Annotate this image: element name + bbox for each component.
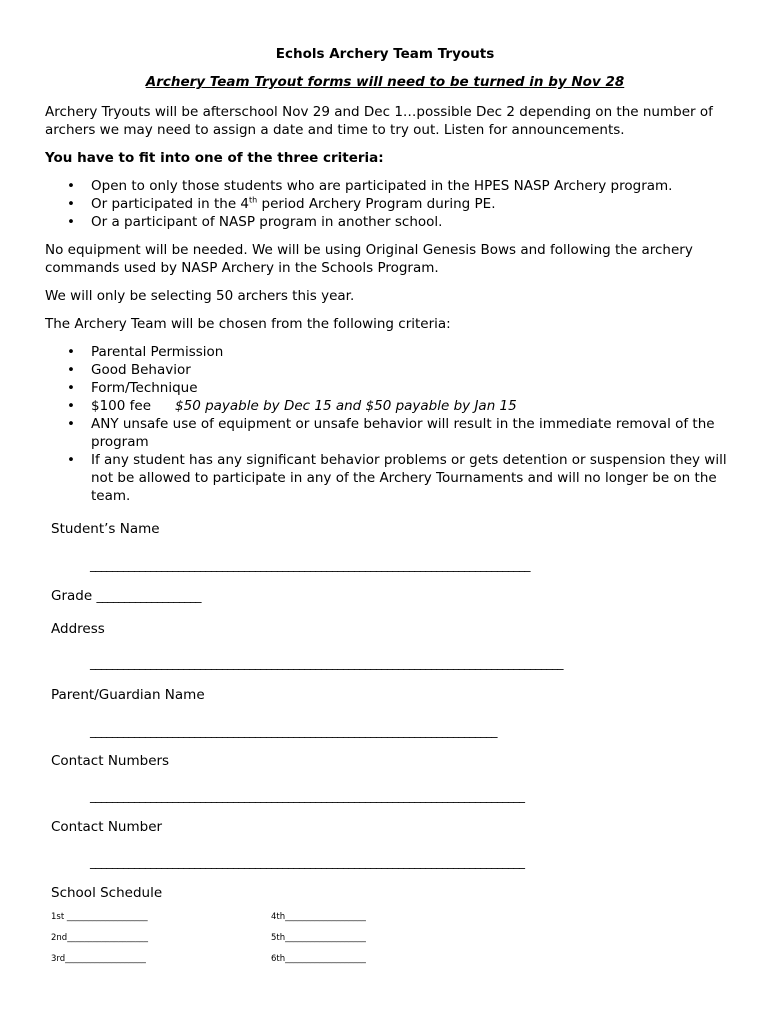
criteria-heading: You have to fit into one of the three criteria: xyxy=(45,150,384,166)
list-item: • Parental Permission xyxy=(45,343,735,361)
fee-note: $50 payable by Dec 15 and $50 payable by Jan 15 xyxy=(175,398,517,414)
list-item: • Good Behavior xyxy=(45,361,735,379)
schedule-period-3[interactable]: 3rd___________________ xyxy=(51,954,146,964)
schedule-period-1[interactable]: 1st ___________________ xyxy=(51,912,148,922)
list-item: • Or a participant of NASP program in another school. xyxy=(45,213,735,231)
grade-field-row xyxy=(51,588,201,604)
list-item: • Form/Technique xyxy=(45,379,735,397)
address-field[interactable]: ______________________________________________________________________________________ xyxy=(90,656,563,670)
team-criteria-heading: The Archery Team will be chosen from the following criteria: xyxy=(45,316,451,332)
grade-label: Grade xyxy=(51,588,93,604)
selecting-paragraph: We will only be selecting 50 archers this year. xyxy=(45,288,355,304)
parent-name-label: Parent/Guardian Name xyxy=(51,687,205,703)
address-label: Address xyxy=(51,621,105,637)
list-item: • If any student has any significant behavior problems or gets detention or suspension they will not be allowed to participate in any of the Archery Tournaments and will no longer be on the team. xyxy=(45,451,735,505)
list-item: • ANY unsafe use of equipment or unsafe behavior will result in the immediate removal of the program xyxy=(45,415,735,451)
schedule-period-6[interactable]: 6th___________________ xyxy=(271,954,366,964)
student-name-label: Student’s Name xyxy=(51,521,160,537)
schedule-period-5[interactable]: 5th___________________ xyxy=(271,933,366,943)
contact-numbers-label: Contact Numbers xyxy=(51,753,170,769)
team-criteria-list xyxy=(45,343,735,505)
intro-paragraph: Archery Tryouts will be afterschool Nov 29 and Dec 1…possible Dec 2 depending on the number of archers we may need to assign a date and time to try out. Listen for announcements. xyxy=(45,104,713,138)
list-item: • $100 fee $50 payable by Dec 15 and $50 payable by Jan 15 xyxy=(45,397,735,415)
page-title: Echols Archery Team Tryouts xyxy=(275,46,495,62)
list-item: • Or participated in the 4th period Archery Program during PE. xyxy=(45,195,735,213)
schedule-period-4[interactable]: 4th___________________ xyxy=(271,912,366,922)
contact-number-label: Contact Number xyxy=(51,819,163,835)
contact-number-field[interactable]: _______________________________________________________________________________ xyxy=(90,855,525,869)
criteria-list xyxy=(45,177,735,231)
student-name-field[interactable]: ________________________________________________________________________________ xyxy=(90,558,530,572)
grade-field[interactable]: ___________________ xyxy=(96,589,201,603)
list-item: • Open to only those students who are participated in the HPES NASP Archery program. xyxy=(45,177,735,195)
equipment-paragraph: No equipment will be needed. We will be using Original Genesis Bows and following the archery commands used by NASP Archery in the Schools Program. xyxy=(45,242,693,276)
school-schedule-label: School Schedule xyxy=(51,885,163,901)
deadline-subtitle: Archery Team Tryout forms will need to be turned in by Nov 28 xyxy=(145,74,625,90)
schedule-period-2[interactable]: 2nd___________________ xyxy=(51,933,148,943)
parent-name-field[interactable]: __________________________________________________________________________ xyxy=(90,724,497,738)
contact-numbers-field[interactable]: _______________________________________________________________________________ xyxy=(90,789,525,803)
